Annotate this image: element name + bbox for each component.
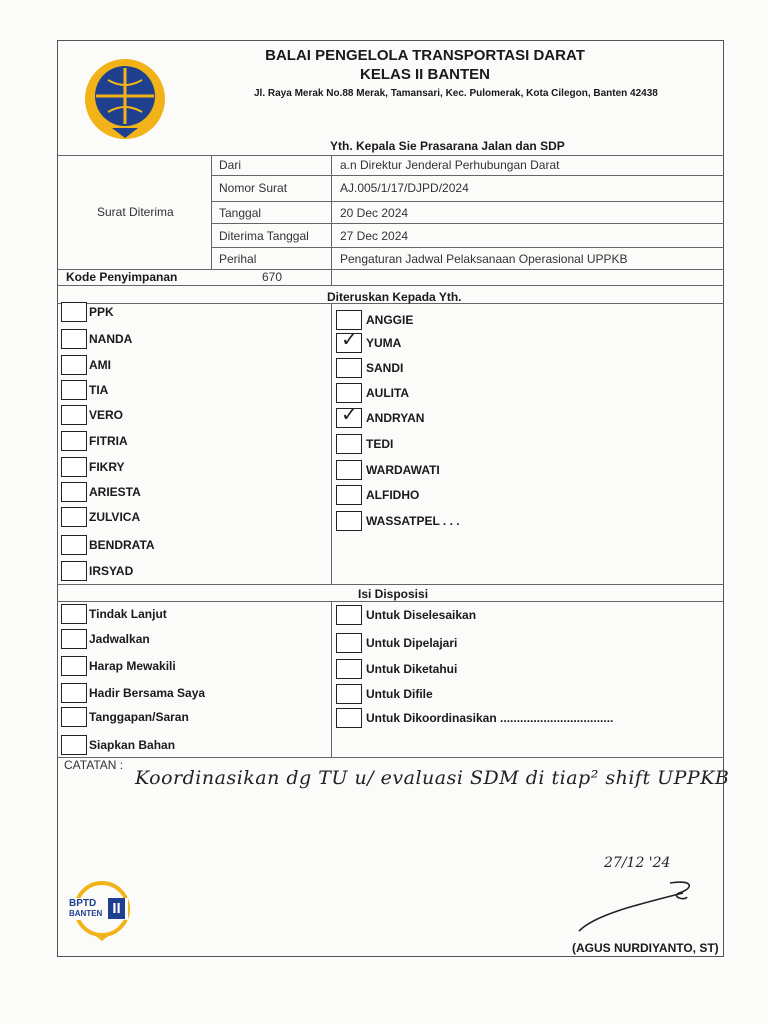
diteruskan-left-checkbox[interactable]: [61, 561, 87, 581]
checkmark-icon: ✓: [341, 402, 358, 426]
disposisi-left-label: Hadir Bersama Saya: [89, 686, 206, 700]
diteruskan-left-checkbox[interactable]: [61, 380, 87, 400]
diteruskan-left-checkbox[interactable]: [61, 457, 87, 477]
diteruskan-right-checkbox[interactable]: [336, 358, 362, 378]
disposisi-right-checkbox[interactable]: [336, 659, 362, 679]
disposisi-left-label: Tanggapan/Saran: [89, 710, 189, 724]
diteruskan-left-checkbox[interactable]: [61, 329, 87, 349]
diteruskan-left-label: BENDRATA: [89, 538, 155, 552]
disposisi-left-label: Tindak Lanjut: [89, 607, 167, 621]
org-name-line2: KELAS II BANTEN: [359, 66, 490, 83]
diteruskan-right-label: WARDAWATI: [366, 463, 440, 477]
org-address: Jl. Raya Merak No.88 Merak, Tamansari, Kec. Pulomerak, Kota Cilegon, Banten 42438: [254, 88, 658, 99]
row-value-diterima: 27 Dec 2024: [340, 229, 409, 243]
disposisi-right-label: Untuk Diselesaikan: [366, 608, 477, 622]
diteruskan-right-label: WASSATPEL . . .: [366, 514, 460, 528]
disposisi-right-checkbox[interactable]: [336, 684, 362, 704]
diteruskan-right-checkbox[interactable]: [336, 511, 362, 531]
bptd-banten-logo: [66, 881, 142, 943]
diteruskan-right-checkbox[interactable]: [336, 434, 362, 454]
disposisi-left-checkbox[interactable]: [61, 604, 87, 624]
disposisi-left-checkbox[interactable]: [61, 629, 87, 649]
kode-penyimpanan-value: 670: [262, 270, 283, 284]
diteruskan-left-label: TIA: [89, 383, 109, 397]
row-value-nomor: AJ.005/1/17/DJPD/2024: [340, 181, 469, 195]
disposisi-left-label: Jadwalkan: [89, 632, 150, 646]
checkmark-icon: ✓: [341, 327, 358, 351]
disposisi-left-label: Siapkan Bahan: [89, 738, 176, 752]
signature-graphic: [575, 875, 705, 937]
disposisi-left-checkbox[interactable]: [61, 656, 87, 676]
diteruskan-left-checkbox[interactable]: [61, 507, 87, 527]
disposisi-right-label: Untuk Dipelajari: [366, 636, 458, 650]
disposisi-right-label: Untuk Diketahui: [366, 662, 458, 676]
diteruskan-left-label: NANDA: [89, 332, 133, 346]
diteruskan-left-label: ZULVICA: [89, 510, 141, 524]
row-label-tanggal: Tanggal: [219, 206, 262, 220]
diteruskan-left-label: VERO: [89, 408, 124, 422]
diteruskan-right-label: SANDI: [366, 361, 404, 375]
disposisi-left-label: Harap Mewakili: [89, 659, 176, 673]
ministry-logo-icon: [82, 56, 168, 142]
disposisi-right-checkbox[interactable]: [336, 708, 362, 728]
diteruskan-right-checkbox[interactable]: [336, 383, 362, 403]
diteruskan-left-label: PPK: [89, 305, 114, 319]
diteruskan-right-label: TEDI: [366, 437, 394, 451]
disposisi-right-label: Untuk Dikoordinasikan ..................................: [366, 711, 614, 725]
diteruskan-left-label: ARIESTA: [89, 485, 141, 499]
org-name-line1: BALAI PENGELOLA TRANSPORTASI DARAT: [265, 47, 585, 64]
diteruskan-left-checkbox[interactable]: [61, 431, 87, 451]
diteruskan-left-checkbox[interactable]: [61, 535, 87, 555]
diteruskan-left-checkbox[interactable]: [61, 405, 87, 425]
diteruskan-right-checkbox[interactable]: [336, 485, 362, 505]
catatan-handwritten-note: Koordinasikan dg TU u/ evaluasi SDM di tiap² shift UPPKB: [135, 767, 730, 789]
row-value-dari: a.n Direktur Jenderal Perhubungan Darat: [340, 158, 560, 172]
row-label-dari: Dari: [219, 158, 242, 172]
disposisi-right-label: Untuk Difile: [366, 687, 433, 701]
diteruskan-left-label: IRSYAD: [89, 564, 134, 578]
diteruskan-right-label: ANGGIE: [366, 313, 414, 327]
catatan-label: CATATAN :: [64, 758, 124, 772]
kode-penyimpanan-label: Kode Penyimpanan: [66, 270, 178, 284]
addressee: Yth. Kepala Sie Prasarana Jalan dan SDP: [330, 139, 565, 153]
diteruskan-right-label: ALFIDHO: [366, 488, 420, 502]
disposisi-title: Isi Disposisi: [358, 587, 429, 601]
disposisi-right-checkbox[interactable]: [336, 633, 362, 653]
bptd-logo-text2: BANTEN: [69, 909, 103, 918]
bptd-logo-numeral: II: [108, 898, 125, 919]
surat-diterima-label: Surat Diterima: [97, 205, 174, 219]
row-label-diterima: Diterima Tanggal: [219, 229, 309, 243]
row-label-nomor: Nomor Surat: [219, 181, 288, 195]
diteruskan-right-checkbox[interactable]: [336, 460, 362, 480]
disposisi-left-checkbox[interactable]: [61, 707, 87, 727]
row-value-perihal: Pengaturan Jadwal Pelaksanaan Operasional UPPKB: [340, 252, 628, 266]
diteruskan-right-label: YUMA: [366, 336, 402, 350]
diteruskan-left-label: FITRIA: [89, 434, 128, 448]
diteruskan-left-checkbox[interactable]: [61, 302, 87, 322]
diteruskan-right-label: AULITA: [366, 386, 410, 400]
bptd-logo-text: BPTD: [69, 898, 97, 909]
row-value-tanggal: 20 Dec 2024: [340, 206, 409, 220]
diteruskan-left-label: AMI: [89, 358, 111, 372]
disposisi-left-checkbox[interactable]: [61, 683, 87, 703]
diteruskan-left-label: FIKRY: [89, 460, 125, 474]
disposisi-right-checkbox[interactable]: [336, 605, 362, 625]
diteruskan-right-label: ANDRYAN: [366, 411, 425, 425]
handwritten-date: 27/12 '24: [604, 855, 671, 871]
diteruskan-title: Diteruskan Kepada Yth.: [327, 290, 462, 304]
diteruskan-left-checkbox[interactable]: [61, 482, 87, 502]
row-label-perihal: Perihal: [219, 252, 257, 266]
diteruskan-left-checkbox[interactable]: [61, 355, 87, 375]
disposisi-left-checkbox[interactable]: [61, 735, 87, 755]
signer-name: (AGUS NURDIYANTO, ST): [572, 941, 719, 955]
